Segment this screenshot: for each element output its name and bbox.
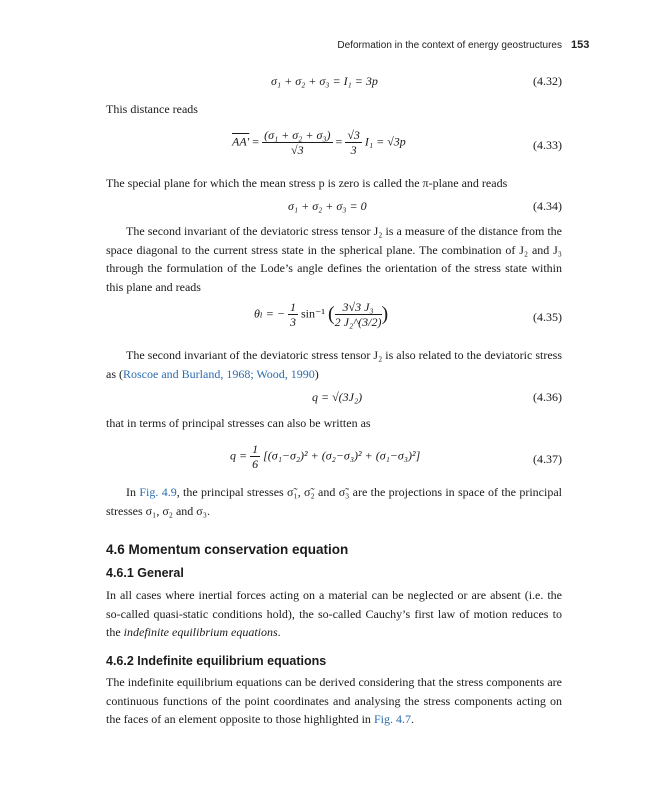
- equation-rhs: [(σ₁−σ₂)² + (σ₂−σ₃)² + (σ₁−σ₃)²]: [263, 448, 421, 463]
- fraction-coefficient: [288, 300, 298, 329]
- fraction-denominator: 2 J₂^(3/2): [334, 315, 382, 329]
- equation-number: (4.34): [533, 199, 562, 213]
- running-head: Deformation in the context of energy geostructures: [337, 40, 562, 51]
- segment-aa: AA′: [232, 134, 250, 149]
- citation-link[interactable]: Roscoe and Burland, 1968; Wood, 1990: [123, 366, 315, 381]
- equation-4-37: [106, 440, 562, 480]
- equation-body: θₗ = − $\frac{1}{3}$ sin⁻¹ ( $\frac{\text{3√3 J₃}}{\text{2 J₂\textasciicircum{}(3/2)}}$ ): [254, 300, 389, 329]
- figure-link[interactable]: Fig. 4.7: [373, 712, 411, 726]
- text-span: The indefinite equilibrium equations can be derived considering that the stress components are continuous functions of the point coordinates and analysing the stress components acting on the faces of an element opposite to those highlighted in: [106, 675, 562, 726]
- equation-body: σ₁ + σ₂ + σ₃ = I₁ = 3p: [271, 74, 378, 88]
- fraction-coefficient: [345, 128, 362, 157]
- equation-4-35: [106, 298, 562, 338]
- paragraph-indefinite: [106, 673, 562, 729]
- fraction-numerator: √3: [347, 128, 360, 142]
- fraction-denominator: 3: [350, 143, 357, 157]
- text-span: In all cases where inertial forces acting on a material can be neglected or are absent (i.e. the so-called quasi-static conditions hold), the so-called Cauchy’s first law of motion reduces to the: [106, 588, 562, 639]
- figure-link[interactable]: Fig. 4.9: [139, 485, 177, 499]
- emphasis: indefinite equilibrium equations: [123, 625, 278, 639]
- equation-number: (4.32): [533, 74, 562, 88]
- page-number: 153: [571, 39, 590, 51]
- equation-number: (4.36): [533, 390, 562, 404]
- equation-lhs: q =: [230, 448, 248, 463]
- paragraph-deviatoric: [106, 346, 562, 383]
- fraction-argument: [335, 300, 382, 329]
- equation-number: (4.33): [533, 138, 562, 152]
- fraction-denominator: √3: [291, 143, 304, 157]
- text-span: .: [410, 712, 414, 726]
- function-name: sin⁻¹: [301, 306, 325, 321]
- text-pi-plane: The special plane for which the mean stress p is zero is called the π-plane and reads: [106, 176, 508, 190]
- fraction-numerator: 1: [290, 300, 297, 314]
- equation-body: q = √(3J₂): [312, 390, 363, 404]
- fraction-denominator: 6: [252, 457, 259, 471]
- equation-4-34: [106, 199, 562, 219]
- subsection-heading: 4.6.1 General: [106, 566, 184, 580]
- equation-4-32: [106, 74, 562, 94]
- equation-4-33: [106, 126, 562, 166]
- text-distance: This distance reads: [106, 102, 198, 116]
- text-span: .: [277, 625, 281, 639]
- fraction-numerator: (σ₁ + σ₂ + σ₃): [264, 128, 331, 142]
- equation-number: (4.37): [533, 452, 562, 466]
- text-span: , the principal stresses σ̃₁, σ̃₂ and σ̃₃ are the projections in space of the principal stresses σ₁, σ₂ and σ₃.: [106, 485, 562, 518]
- text-principal: that in terms of principal stresses can also be written as: [106, 416, 371, 430]
- section-heading: 4.6 Momentum conservation equation: [106, 542, 349, 557]
- fraction-numerator: 1: [252, 442, 259, 456]
- equation-rhs: I₁ = √3p: [364, 134, 406, 149]
- text-span: The second invariant of the deviatoric stress tensor J₂ is also related to the deviatoric stress as (: [106, 348, 562, 381]
- paragraph-general: [106, 586, 562, 642]
- fraction-sum: [262, 128, 332, 157]
- equation-body: AA′ = $\frac{\text{(σ₁ + σ₂ + σ₃)}}{√3}$ = $\frac{√3}{3}$ I₁ = √3p: [232, 128, 406, 157]
- fraction-denominator: 3: [290, 315, 297, 329]
- equation-number: (4.35): [533, 310, 562, 324]
- text-span: In: [126, 485, 140, 499]
- subsection-heading: 4.6.2 Indefinite equilibrium equations: [106, 654, 327, 668]
- fraction-coefficient: [250, 442, 260, 471]
- equation-lhs: θₗ = −: [254, 306, 286, 321]
- equation-body: σ₁ + σ₂ + σ₃ = 0: [288, 199, 367, 213]
- paragraph-second-invariant: The second invariant of the deviatoric stress tensor J₂ is a measure of the distance from the space diagonal to the current stress state in the spherical plane. The combination of J₂ and J₃ through the formulation of the Lode’s angle defines the orientation of the stress state within this plane and reads: [106, 224, 562, 294]
- text-span: ): [314, 366, 319, 381]
- fraction-numerator: 3√3 J₃: [335, 300, 382, 315]
- equation-4-36: [106, 390, 562, 410]
- equation-body: [230, 442, 420, 471]
- paragraph-figure: [106, 483, 562, 520]
